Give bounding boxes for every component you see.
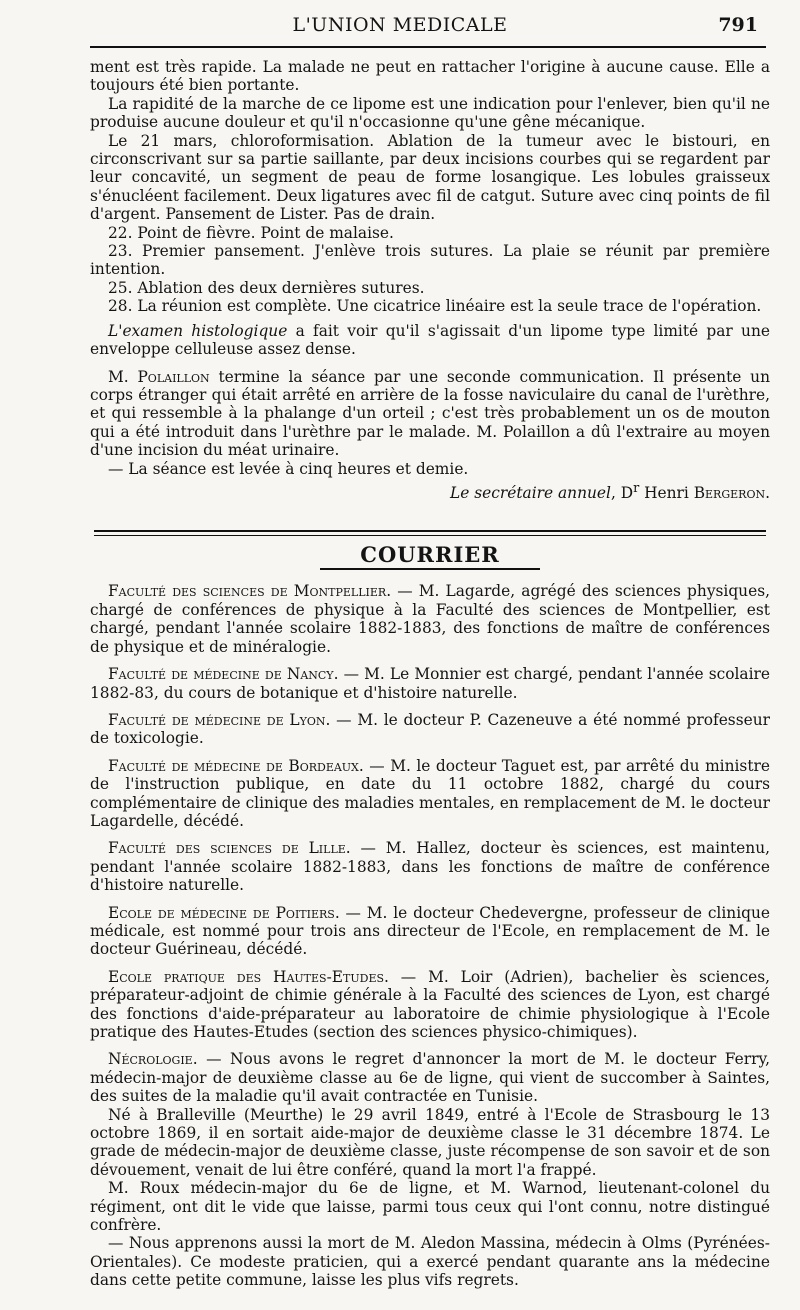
section-divider-thin xyxy=(94,535,766,536)
paragraph: 25. Ablation des deux dernières sutures. xyxy=(108,278,425,297)
paragraph: 23. Premier pansement. J'enlève trois sutures. La plaie se réunit par première intention. xyxy=(90,242,770,279)
journal-title: L'UNION MEDICALE xyxy=(292,14,508,36)
page-header xyxy=(0,14,800,44)
histology-lead: L'examen histologique xyxy=(108,321,288,340)
necrologie-paragraph: — Nous apprenons aussi la mort de M. Aledon Massina, médecin à Olms (Pyrénées-Orientales). Ce modeste praticien, qui a exercé pendant quarante ans la médecine dans cette petite commune, laisse les plus vifs regrets. xyxy=(90,1234,770,1290)
paragraph: ment est très rapide. La malade ne peut en rattacher l'origine à aucune cause. Elle a toujours été bien portante. xyxy=(90,58,770,95)
signature: Le secrétaire annuel, $D^r$ Henri Bergeron. xyxy=(450,480,770,503)
courrier-item: Ecole pratique des Hautes-Etudes. — M. Loir (Adrien), bachelier ès sciences, préparateur-adjoint de chimie générale à la Faculté des sciences de Lyon, est chargé des fonctions d'aide-préparateur au laboratoire de chimie physiologique à l'Ecole pratique des Hautes-Etudes (section des sciences physico-chimiques). xyxy=(90,967,771,1041)
paragraph: 28. La réunion est complète. Une cicatrice linéaire est la seule trace de l'opération. xyxy=(108,297,762,316)
necrologie-paragraph: M. Roux médecin-major du 6e de ligne, et M. Warnod, lieutenant-colonel du régiment, ont dit le vide que laisse, parmi tous ceux qui l'ont connu, notre distingué confrère. xyxy=(90,1179,770,1235)
courrier-item: Faculté de médecine de Bordeaux. — M. le docteur Taguet est, par arrêté du ministre de l'instruction publique, en date du 11 octobre 1882, chargé du cours complémentaire de clinique des maladies mentales, en remplacement de M. le docteur Lagardelle, décédé. xyxy=(90,756,770,830)
title-underline xyxy=(320,568,540,570)
paragraph: La rapidité de la marche de ce lipome est une indication pour l'enlever, bien qu'il ne produise aucune douleur et qu'il n'occasionne qu'une gêne mécanique. xyxy=(90,94,770,132)
paragraph: Le 21 mars, chloroformisation. Ablation de la tumeur avec le bistouri, en circonscrivant sur sa partie saillante, par deux incisions courbes qui se regardent par leur concavité, un segment de peau de forme losangique. Les lobules graisseux s'énucléent facilement. Deux ligatures avec fil de catgut. Suture avec cinq points de fil d'argent. Pansement de Lister. Pas de drain. xyxy=(90,131,770,224)
section-title: COURRIER xyxy=(360,542,500,568)
page-number: 791 xyxy=(718,14,758,36)
histology-paragraph: L'examen histologique a fait voir qu'il s'agissait d'un lipome type limité par une enveloppe celluleuse assez dense. xyxy=(90,321,770,359)
polaillon-lead: M. Polaillon xyxy=(108,367,210,386)
courrier-item: Ecole de médecine de Poitiers. — M. le docteur Chedevergne, professeur de clinique médicale, est nommé pour trois ans directeur de l'Ecole, en remplacement de M. le docteur Guérineau, décédé. xyxy=(90,903,770,959)
page-body xyxy=(90,58,770,1290)
paragraph: 22. Point de fièvre. Point de malaise. xyxy=(108,223,394,242)
section-divider xyxy=(94,530,766,532)
courrier-item: Faculté de médecine de Nancy. — M. Le Monnier est chargé, pendant l'année scolaire 1882-83, du cours de botanique et d'histoire naturelle. xyxy=(90,665,770,702)
closing-line: — La séance est levée à cinq heures et demie. xyxy=(108,459,469,478)
polaillon-paragraph: M. Polaillon termine la séance par une seconde communication. Il présente un corps étranger qui était arrêté en arrière de la fosse naviculaire du canal de l'urèthre, et qui ressemble à la phalange d'un orteil ; c'est très probablement un os de mouton qui a été introduit dans l'urèthre par le malade. M. Polaillon a dû l'extraire au moyen d'une incision du méat urinaire. xyxy=(90,367,770,460)
courrier-item: Faculté de médecine de Lyon. — M. le docteur P. Cazeneuve a été nommé professeur de toxicologie. xyxy=(90,710,770,748)
necrologie-paragraph: Nécrologie. — Nous avons le regret d'annoncer la mort de M. le docteur Ferry, médecin-major de deuxième classe au 6e de ligne, qui vient de succomber à Saintes, des suites de la maladie qu'il avait contractée en Tunisie. xyxy=(90,1050,770,1106)
header-rule xyxy=(90,46,766,48)
necrologie-paragraph: Né à Bralleville (Meurthe) le 29 avril 1849, entré à l'Ecole de Strasbourg le 13 octobre 1869, il en sortait aide-major de deuxième classe le 31 décembre 1874. Le grade de médecin-major de deuxième classe, juste récompense de son savoir et de son dévouement, venait de lui être conféré, quand la mort l'a frappé. xyxy=(90,1105,770,1179)
courrier-item: Faculté des sciences de Montpellier. — M. Lagarde, agrégé des sciences physiques, chargé de conférences de physique à la Faculté des sciences de Montpellier, est chargé, pendant l'année scolaire 1882-1883, des fonctions de maître de conférences de physique et de minéralogie. xyxy=(90,582,770,656)
courrier-item: Faculté des sciences de Lille. — M. Hallez, docteur ès sciences, est maintenu, pendant l'année scolaire 1882-1883, dans les fonctions de maître de conférence d'histoire naturelle. xyxy=(90,839,770,895)
